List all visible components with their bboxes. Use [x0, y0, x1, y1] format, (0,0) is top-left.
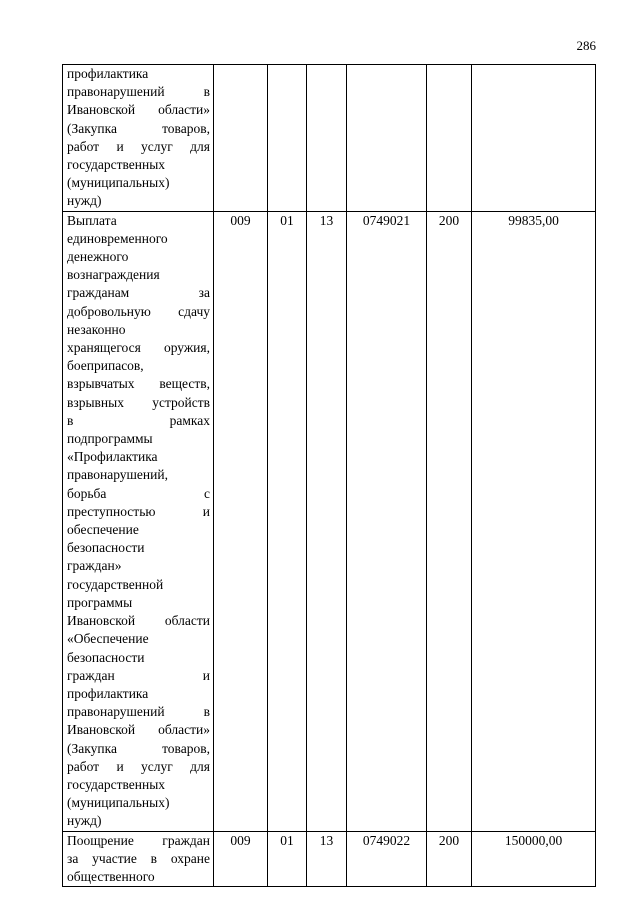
description-line: Поощрение граждан	[67, 832, 210, 848]
budget-table	[62, 64, 596, 887]
description-line: гражданам за	[67, 285, 210, 301]
description-line: работ и услуг для	[67, 138, 210, 154]
subsection-cell	[307, 65, 347, 212]
description-line: государственных	[67, 776, 166, 792]
description-line: «Обеспечение	[67, 631, 149, 647]
description-cell	[63, 211, 214, 831]
description-line: профилактика	[67, 66, 149, 81]
description-line: незаконно	[67, 321, 126, 337]
description-line: Ивановской области»	[67, 722, 210, 738]
subsection-cell: 13	[307, 831, 347, 887]
description-line: программы	[67, 594, 133, 610]
expense-type-cell	[427, 65, 472, 212]
description-line: работ и услуг для	[67, 758, 210, 774]
subsection-cell: 13	[307, 211, 347, 831]
description-text	[67, 832, 210, 887]
amount-cell	[472, 65, 596, 212]
description-line: (Закупка товаров,	[67, 120, 210, 136]
description-line: борьба с	[67, 485, 210, 501]
expense-type-cell: 200	[427, 211, 472, 831]
section-cell	[268, 65, 307, 212]
description-line: Ивановской области»	[67, 102, 210, 118]
description-line: нужд)	[67, 813, 102, 829]
section-cell: 01	[268, 831, 307, 887]
description-line: за участие в охране	[67, 850, 210, 866]
description-line: подпрограммы	[67, 431, 153, 447]
description-line: профилактика	[67, 685, 149, 701]
description-cell	[63, 65, 214, 212]
amount-cell: 150000,00	[472, 831, 596, 887]
description-line: взрывчатых веществ,	[67, 376, 210, 392]
ministry-code-cell	[214, 65, 268, 212]
description-line: единовременного	[67, 230, 168, 246]
description-line: в рамках	[67, 412, 210, 428]
description-line: правонарушений в	[67, 704, 210, 720]
description-line: правонарушений,	[67, 467, 168, 483]
description-line: государственной	[67, 576, 164, 592]
description-line: Ивановской области	[67, 613, 210, 629]
amount-cell: 99835,00	[472, 211, 596, 831]
description-line: правонарушений в	[67, 84, 210, 100]
description-line: государственных	[67, 157, 166, 173]
target-article-cell: 0749021	[347, 211, 427, 831]
description-text	[67, 212, 210, 831]
ministry-code-cell: 009	[214, 831, 268, 887]
description-line: безопасности	[67, 540, 145, 556]
section-cell: 01	[268, 211, 307, 831]
description-line: вознаграждения	[67, 267, 160, 283]
description-line: нужд)	[67, 193, 102, 209]
ministry-code-cell: 009	[214, 211, 268, 831]
table-row	[63, 831, 596, 887]
description-line: «Профилактика	[67, 449, 158, 465]
page-number: 286	[576, 38, 596, 53]
description-line: боеприпасов,	[67, 358, 144, 374]
description-line: хранящегося оружия,	[67, 340, 210, 356]
description-line: общественного	[67, 868, 155, 884]
description-line: обеспечение	[67, 522, 139, 538]
target-article-cell	[347, 65, 427, 212]
description-line: (муниципальных)	[67, 795, 170, 811]
description-line: денежного	[67, 249, 129, 265]
table-row	[63, 65, 596, 212]
description-line: граждан и	[67, 667, 210, 683]
budget-table-body	[63, 65, 596, 887]
table-row	[63, 211, 596, 831]
description-line: добровольную сдачу	[67, 303, 210, 319]
description-text	[67, 65, 210, 211]
description-line: взрывных устройств	[67, 394, 210, 410]
target-article-cell: 0749022	[347, 831, 427, 887]
description-line: граждан»	[67, 558, 122, 574]
description-line: Выплата	[67, 212, 117, 228]
description-line: преступностью и	[67, 503, 210, 519]
description-line: безопасности	[67, 649, 145, 665]
description-line: (Закупка товаров,	[67, 740, 210, 756]
description-cell	[63, 831, 214, 887]
expense-type-cell: 200	[427, 831, 472, 887]
description-line: (муниципальных)	[67, 175, 170, 191]
